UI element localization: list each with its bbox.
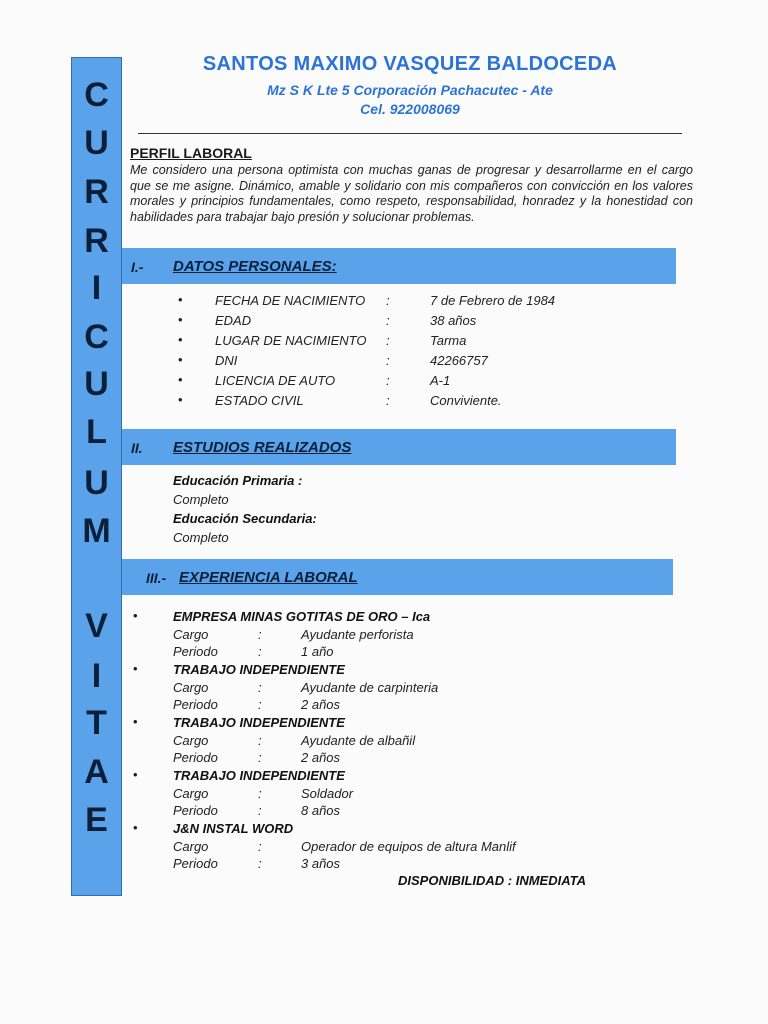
sidebar-letter: M	[82, 512, 111, 550]
section-title: ESTUDIOS REALIZADOS	[173, 439, 352, 456]
colon: :	[258, 856, 262, 871]
periodo-label: Periodo	[173, 697, 218, 712]
sidebar-letter: L	[86, 413, 107, 451]
field-value: 7 de Febrero de 1984	[430, 293, 556, 308]
field-value: A-1	[430, 373, 451, 388]
colon: :	[258, 644, 262, 659]
company-name: TRABAJO INDEPENDIENTE	[173, 768, 345, 783]
experience-band	[122, 559, 673, 595]
colon: :	[258, 733, 262, 748]
cargo-value: Operador de equipos de altura Manlif	[301, 839, 516, 854]
cargo-label: Cargo	[173, 839, 209, 854]
sidebar-letter: V	[85, 607, 108, 645]
periodo-label: Periodo	[173, 644, 218, 659]
periodo-line	[0, 697, 768, 714]
field-label: LICENCIA DE AUTO	[215, 373, 336, 388]
study-status: Completo	[173, 530, 229, 545]
company-name: J&N INSTAL WORD	[173, 821, 294, 836]
company-name: TRABAJO INDEPENDIENTE	[173, 715, 345, 730]
periodo-value: 2 años	[301, 697, 341, 712]
sidebar-letter: U	[84, 464, 109, 502]
bullet: •	[133, 820, 138, 835]
company-name: EMPRESA MINAS GOTITAS DE ORO – Ica	[173, 609, 431, 624]
field-label: FECHA DE NACIMIENTO	[215, 293, 366, 308]
periodo-line	[0, 644, 768, 661]
field-value: 38 años	[430, 313, 477, 328]
section-number: I.-	[131, 259, 144, 275]
sidebar-letter: T	[86, 704, 107, 742]
candidate-phone: Cel. 922008069	[360, 101, 460, 117]
cargo-label: Cargo	[173, 786, 209, 801]
field-value: Tarma	[430, 333, 467, 348]
experience-item	[0, 821, 768, 874]
periodo-label: Periodo	[173, 750, 218, 765]
field-label: DNI	[215, 353, 238, 368]
field-colon: :	[386, 353, 390, 368]
bullet: •	[178, 332, 183, 347]
periodo-label: Periodo	[173, 803, 218, 818]
sidebar-letter: C	[84, 318, 109, 356]
studies-band	[122, 429, 676, 465]
section-number: III.-	[146, 570, 167, 586]
personal-row	[0, 293, 768, 313]
study-status: Completo	[173, 492, 229, 507]
colon: :	[258, 839, 262, 854]
cargo-line	[0, 733, 768, 750]
periodo-line	[0, 856, 768, 873]
company-name: TRABAJO INDEPENDIENTE	[173, 662, 345, 677]
cargo-value: Soldador	[301, 786, 354, 801]
experience-item	[0, 662, 768, 715]
cargo-value: Ayudante de albañil	[301, 733, 416, 748]
cargo-label: Cargo	[173, 627, 209, 642]
cargo-line	[0, 839, 768, 856]
experience-item	[0, 609, 768, 662]
periodo-value: 1 año	[301, 644, 334, 659]
bullet: •	[133, 661, 138, 676]
sidebar-letter: C	[84, 76, 109, 114]
personal-row	[0, 393, 768, 413]
field-colon: :	[386, 373, 390, 388]
periodo-value: 8 años	[301, 803, 341, 818]
periodo-line	[0, 750, 768, 767]
field-colon: :	[386, 293, 390, 308]
personal-row	[0, 333, 768, 353]
bullet: •	[133, 767, 138, 782]
sidebar-letter: U	[84, 365, 109, 403]
cargo-value: Ayudante de carpinteria	[301, 680, 439, 695]
candidate-name: SANTOS MAXIMO VASQUEZ BALDOCEDA	[202, 53, 618, 75]
bullet: •	[178, 392, 183, 407]
periodo-value: 2 años	[301, 750, 341, 765]
field-value: 42266757	[430, 353, 488, 368]
bullet: •	[133, 608, 138, 623]
sidebar-letter: R	[84, 222, 109, 260]
colon: :	[258, 750, 262, 765]
cargo-label: Cargo	[173, 733, 209, 748]
profile-text: Me considero una persona optimista con muchas ganas de progresar y desarrollarme en el cargo que se me asigne. Dinámico, amable y solidario con mis compañeros con convicción en los valores morales y principios fundamentales, como respeto, responsabilidad, honradez y la honestidad con habilidades para trabajar bajo presión y solucionar problemas.	[130, 163, 693, 224]
field-colon: :	[386, 393, 390, 408]
study-level: Educación Primaria :	[173, 473, 303, 488]
field-label: LUGAR DE NACIMIENTO	[215, 333, 367, 348]
cargo-line	[0, 627, 768, 644]
sidebar-letter: E	[85, 801, 108, 839]
candidate-address: Mz S K Lte 5 Corporación Pachacutec - Ate	[267, 82, 553, 98]
personal-row	[0, 373, 768, 393]
cargo-line	[0, 786, 768, 803]
personal-data-band	[122, 248, 676, 284]
colon: :	[258, 627, 262, 642]
personal-row	[0, 313, 768, 333]
section-title: DATOS PERSONALES:	[173, 258, 337, 275]
personal-row	[0, 353, 768, 373]
sidebar-letter: I	[91, 657, 102, 695]
bullet: •	[178, 312, 183, 327]
periodo-value: 3 años	[301, 856, 341, 871]
bullet: •	[178, 352, 183, 367]
section-number: II.	[131, 440, 143, 456]
cargo-line	[0, 680, 768, 697]
sidebar-letter: I	[91, 269, 102, 307]
sidebar-letter: A	[84, 753, 109, 791]
field-label: EDAD	[215, 313, 252, 328]
field-label: ESTADO CIVIL	[215, 393, 304, 408]
section-title: EXPERIENCIA LABORAL	[179, 569, 358, 586]
sidebar-letter: R	[84, 173, 109, 211]
colon: :	[258, 697, 262, 712]
availability-note: DISPONIBILIDAD : INMEDIATA	[398, 873, 587, 888]
sidebar-letter: U	[84, 124, 109, 162]
field-colon: :	[386, 313, 390, 328]
study-level: Educación Secundaria:	[173, 511, 317, 526]
experience-item	[0, 768, 768, 821]
field-colon: :	[386, 333, 390, 348]
colon: :	[258, 803, 262, 818]
experience-item	[0, 715, 768, 768]
colon: :	[258, 786, 262, 801]
periodo-label: Periodo	[173, 856, 218, 871]
periodo-line	[0, 803, 768, 820]
bullet: •	[178, 292, 183, 307]
bullet: •	[178, 372, 183, 387]
field-value: Conviviente.	[430, 393, 502, 408]
bullet: •	[133, 714, 138, 729]
cargo-label: Cargo	[173, 680, 209, 695]
cargo-value: Ayudante perforista	[301, 627, 414, 642]
profile-heading: PERFIL LABORAL	[130, 145, 252, 161]
colon: :	[258, 680, 262, 695]
header-divider	[138, 133, 682, 134]
